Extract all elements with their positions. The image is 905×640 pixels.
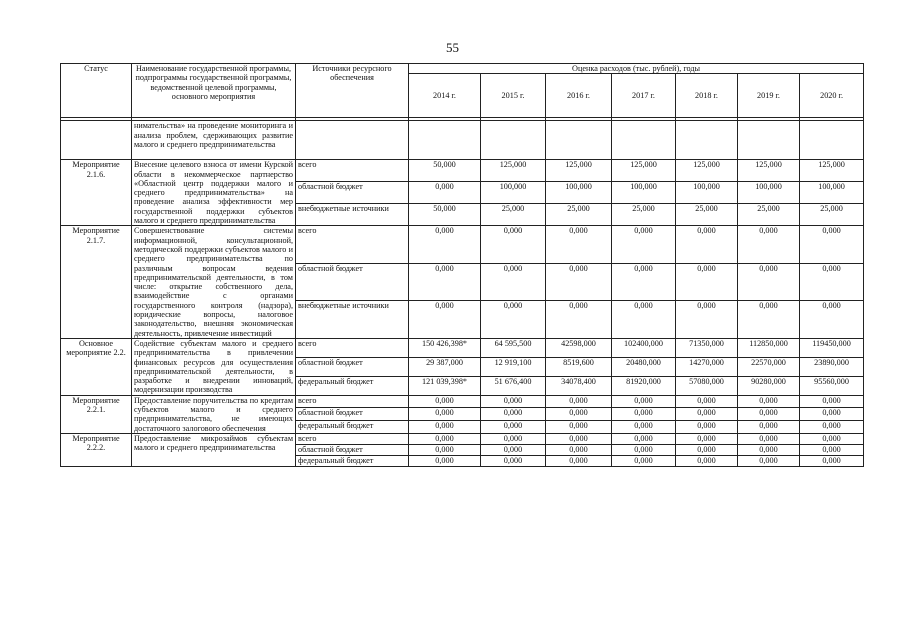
cell-value: 0,000 — [546, 263, 612, 301]
cell-value: 20480,000 — [612, 357, 676, 376]
row-name: Внесение целевого взноса от имени Курской области в некоммерческое партнерство «Областной центр поддержки малого и среднего предпринимательства» на проведение анализа эффективности мер государственной поддержки субъектов малого и среднего предпринимательства — [132, 160, 296, 226]
cell-value: 100,000 — [481, 182, 546, 204]
expense-table — [60, 63, 864, 467]
cell-value: 100,000 — [612, 182, 676, 204]
cell-value: 0,000 — [676, 395, 738, 408]
cell-value: 125,000 — [546, 160, 612, 182]
cell-value: 8519,600 — [546, 357, 612, 376]
cell-value: 0,000 — [546, 421, 612, 434]
cell-value: 0,000 — [481, 421, 546, 434]
row-status: Основное мероприятие 2.2. — [61, 338, 132, 395]
cell-value: 25,000 — [481, 204, 546, 226]
row-source: федеральный бюджет — [296, 421, 409, 434]
cell-value: 0,000 — [546, 226, 612, 264]
cell-value: 0,000 — [676, 408, 738, 421]
cell-value: 0,000 — [738, 455, 800, 466]
cell-value: 0,000 — [800, 433, 864, 444]
cell-value: 100,000 — [738, 182, 800, 204]
row-status: Мероприятие 2.2.1. — [61, 395, 132, 433]
row-source: всего — [296, 160, 409, 182]
cell-value: 0,000 — [800, 408, 864, 421]
cell-value: 0,000 — [481, 433, 546, 444]
cell-value: 12 919,100 — [481, 357, 546, 376]
cell-value: 0,000 — [676, 444, 738, 455]
cell-value: 125,000 — [738, 160, 800, 182]
table-row — [61, 338, 864, 357]
row-source: федеральный бюджет — [296, 455, 409, 466]
row-source: областной бюджет — [296, 182, 409, 204]
cell-value: 0,000 — [546, 444, 612, 455]
header-year: 2018 г. — [676, 74, 738, 118]
cell-value: 0,000 — [481, 226, 546, 264]
row-source: внебюджетные источники — [296, 301, 409, 339]
table-row — [61, 433, 864, 444]
row-status: Мероприятие 2.1.7. — [61, 226, 132, 339]
cell-value: 0,000 — [800, 444, 864, 455]
cell-value: 119450,000 — [800, 338, 864, 357]
cell-value: 25,000 — [800, 204, 864, 226]
cell-value: 0,000 — [612, 455, 676, 466]
cell-value: 34078,400 — [546, 376, 612, 395]
cell-value: 0,000 — [546, 395, 612, 408]
cell-value: 0,000 — [481, 408, 546, 421]
row-status: Мероприятие 2.1.6. — [61, 160, 132, 226]
row-source: областной бюджет — [296, 357, 409, 376]
cell-value: 100,000 — [800, 182, 864, 204]
cell-value: 125,000 — [481, 160, 546, 182]
cell-value: 0,000 — [612, 444, 676, 455]
cell-value: 0,000 — [738, 421, 800, 434]
row-source: областной бюджет — [296, 444, 409, 455]
cell-value: 0,000 — [612, 395, 676, 408]
continuation-row — [61, 121, 864, 160]
cell-value: 0,000 — [738, 226, 800, 264]
row-source: федеральный бюджет — [296, 376, 409, 395]
cell-value: 0,000 — [738, 263, 800, 301]
cell-value: 0,000 — [409, 226, 481, 264]
row-name: Содействие субъектам малого и среднего предпринимательства в привлечении финансовых ресурсов для осуществления предпринимательской деятельности, в разработке и внедрении инноваций, модернизации производства — [132, 338, 296, 395]
header-estimate: Оценка расходов (тыс. рублей), годы — [409, 64, 864, 74]
cell-value: 0,000 — [409, 263, 481, 301]
cell-value: 0,000 — [738, 395, 800, 408]
cell-value: 0,000 — [800, 301, 864, 339]
cell-value: 0,000 — [738, 444, 800, 455]
cell-value: 0,000 — [409, 301, 481, 339]
header-year: 2017 г. — [612, 74, 676, 118]
cell-value: 0,000 — [676, 263, 738, 301]
cell-value: 0,000 — [738, 433, 800, 444]
cell-value: 95560,000 — [800, 376, 864, 395]
cell-value: 0,000 — [481, 395, 546, 408]
cell-value: 0,000 — [546, 408, 612, 421]
header-year: 2019 г. — [738, 74, 800, 118]
cell-value: 0,000 — [409, 182, 481, 204]
header-year: 2016 г. — [546, 74, 612, 118]
cell-value: 0,000 — [738, 408, 800, 421]
cell-value: 0,000 — [481, 444, 546, 455]
row-name: Совершенствование системы информационной, консультационной, методической поддержки субъектов малого и среднего предпринимательства по различным вопросам ведения предпринимательской деятельности, в том числе: открытие собственного дела, взаимодействие с органами государственного контроля (надзора), юридические вопросы, налоговое законодательство, внешняя экономическая деятельность, привлечение инвестиций — [132, 226, 296, 339]
cell-value: 0,000 — [409, 433, 481, 444]
cell-value: 0,000 — [481, 263, 546, 301]
header-status: Статус — [61, 64, 132, 118]
header-year: 2020 г. — [800, 74, 864, 118]
cell-value: 0,000 — [676, 455, 738, 466]
cell-value: 0,000 — [612, 433, 676, 444]
header-name: Наименование государственной программы, подпрограммы государственной программы, ведомственной целевой программы, основного мероприятия — [132, 64, 296, 118]
cell-value: 25,000 — [612, 204, 676, 226]
cell-value: 0,000 — [738, 301, 800, 339]
cell-value: 100,000 — [676, 182, 738, 204]
row-source: всего — [296, 338, 409, 357]
row-source: областной бюджет — [296, 408, 409, 421]
cell-value: 125,000 — [676, 160, 738, 182]
header-sources: Источники ресурсного обеспечения — [296, 64, 409, 118]
cell-value: 0,000 — [546, 433, 612, 444]
row-source: всего — [296, 433, 409, 444]
cell-value: 0,000 — [546, 455, 612, 466]
table-row — [61, 395, 864, 408]
header-year: 2014 г. — [409, 74, 481, 118]
cell-value: 0,000 — [481, 301, 546, 339]
cell-value: 0,000 — [676, 421, 738, 434]
cell-value: 0,000 — [800, 421, 864, 434]
cell-value: 50,000 — [409, 204, 481, 226]
row-name: Предоставление поручительства по кредитам субъектов малого и среднего предпринимательства, не имеющих достаточного залогового обеспечения — [132, 395, 296, 433]
row-source: всего — [296, 226, 409, 264]
page-number: 55 — [446, 40, 459, 55]
cell-value: 121 039,398* — [409, 376, 481, 395]
cell-value: 0,000 — [409, 444, 481, 455]
cell-value: 23890,000 — [800, 357, 864, 376]
row-source: областной бюджет — [296, 263, 409, 301]
cell-value: 71350,000 — [676, 338, 738, 357]
cell-value: 25,000 — [738, 204, 800, 226]
row-status: Мероприятие 2.2.2. — [61, 433, 132, 466]
cell-value: 0,000 — [800, 263, 864, 301]
cell-value: 51 676,400 — [481, 376, 546, 395]
cell-value: 64 595,500 — [481, 338, 546, 357]
cell-value: 0,000 — [676, 301, 738, 339]
cell-value: 112850,000 — [738, 338, 800, 357]
cell-value: 0,000 — [409, 395, 481, 408]
table-row — [61, 160, 864, 182]
cell-value: 90280,000 — [738, 376, 800, 395]
cell-value: 14270,000 — [676, 357, 738, 376]
cell-value: 125,000 — [800, 160, 864, 182]
cell-value: 50,000 — [409, 160, 481, 182]
cell-value: 0,000 — [800, 455, 864, 466]
cell-value: 0,000 — [676, 226, 738, 264]
cell-value: 125,000 — [612, 160, 676, 182]
cell-value: 0,000 — [546, 301, 612, 339]
cell-value: 0,000 — [612, 408, 676, 421]
cell-value: 0,000 — [612, 421, 676, 434]
continuation-text: нимательства» на проведение мониторинга и анализа проблем, сдерживающих развитие малого и среднего предпринимательства — [132, 121, 296, 160]
cell-value: 22570,000 — [738, 357, 800, 376]
row-source: внебюджетные источники — [296, 204, 409, 226]
cell-value: 150 426,398* — [409, 338, 481, 357]
row-source: всего — [296, 395, 409, 408]
cell-value: 25,000 — [546, 204, 612, 226]
cell-value: 57080,000 — [676, 376, 738, 395]
cell-value: 0,000 — [612, 301, 676, 339]
table-row — [61, 226, 864, 264]
cell-value: 29 387,000 — [409, 357, 481, 376]
cell-value: 0,000 — [612, 226, 676, 264]
cell-value: 0,000 — [481, 455, 546, 466]
cell-value: 0,000 — [409, 421, 481, 434]
cell-value: 100,000 — [546, 182, 612, 204]
cell-value: 0,000 — [409, 455, 481, 466]
cell-value: 0,000 — [612, 263, 676, 301]
header-year: 2015 г. — [481, 74, 546, 118]
cell-value: 81920,000 — [612, 376, 676, 395]
cell-value: 0,000 — [800, 226, 864, 264]
cell-value: 0,000 — [409, 408, 481, 421]
cell-value: 25,000 — [676, 204, 738, 226]
cell-value: 42598,000 — [546, 338, 612, 357]
row-name: Предоставление микрозаймов субъектам малого и среднего предпринимательства — [132, 433, 296, 466]
cell-value: 102400,000 — [612, 338, 676, 357]
cell-value: 0,000 — [800, 395, 864, 408]
cell-value: 0,000 — [676, 433, 738, 444]
